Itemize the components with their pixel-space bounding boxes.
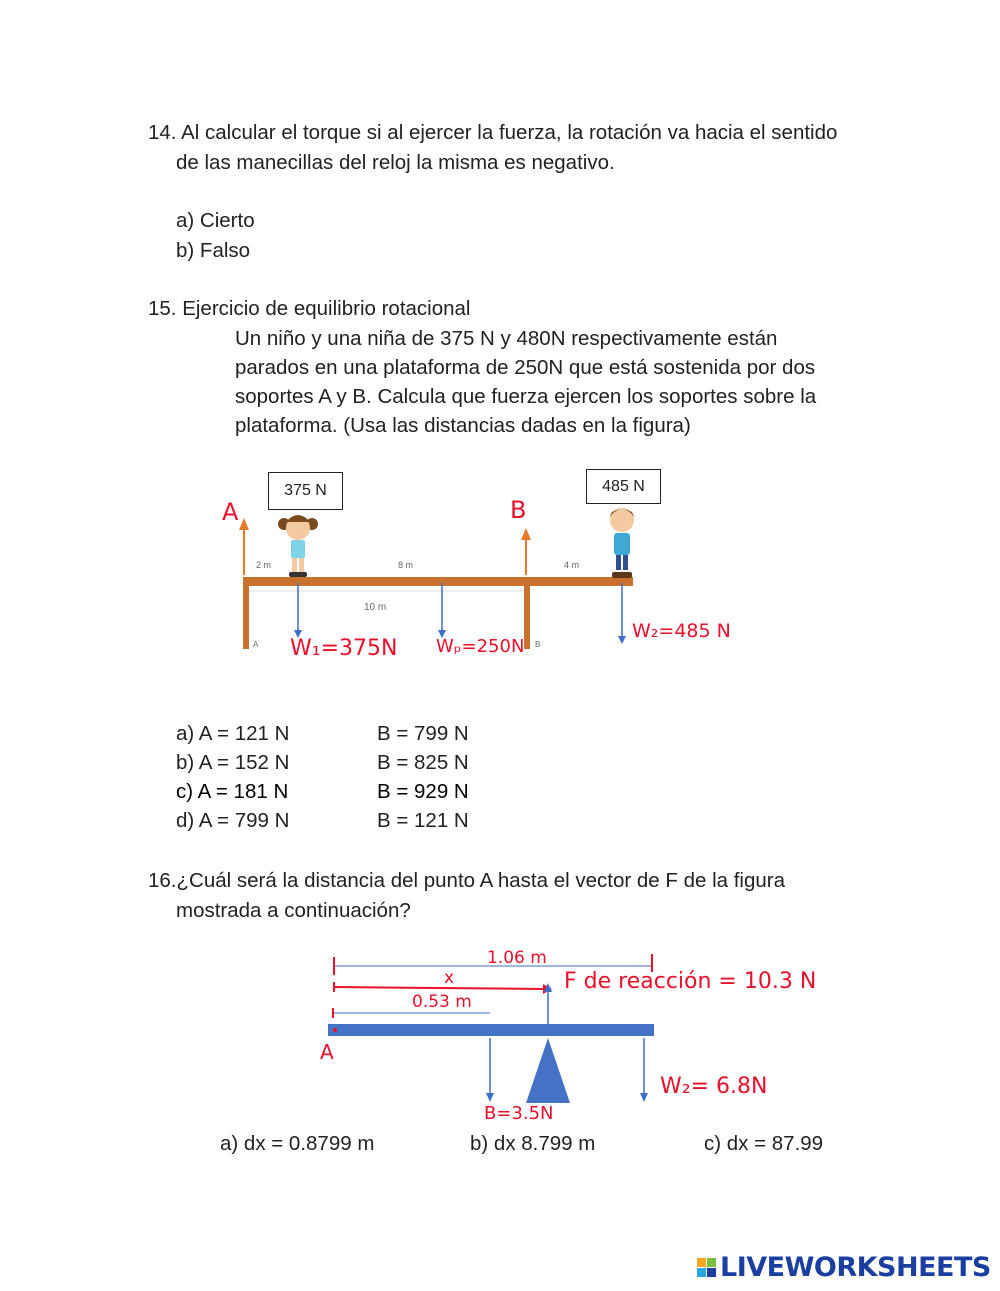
q16-text-line2: mostrada a continuación? [176, 899, 411, 922]
point-a-label: A [320, 1040, 334, 1064]
w2-weight-arrowhead [640, 1093, 648, 1102]
q16-option-b[interactable]: b) dx 8.799 m [470, 1132, 596, 1155]
w2-label: W₂=485 N [632, 620, 731, 642]
q16-text-line1: 16.¿Cuál será la distancia del punto A hasta el vector de F de la figura [148, 869, 786, 892]
q15-option-d[interactable]: d) A = 799 N [176, 809, 290, 832]
q15-option-a-b: B = 799 N [377, 722, 469, 745]
fulcrum-triangle [526, 1038, 570, 1103]
logo-mark-icon [697, 1258, 716, 1277]
x-label: x [444, 968, 455, 988]
dist-2m: 2 m [256, 560, 272, 570]
liveworksheets-logo[interactable] [697, 1252, 991, 1283]
q16-option-a[interactable]: a) dx = 0.8799 m [220, 1132, 375, 1155]
box-375n: 375 N [268, 472, 343, 510]
q15-title: 15. Ejercicio de equilibrio rotacional [148, 297, 471, 320]
x-dim-line [334, 987, 545, 989]
dist-4m: 4 m [564, 560, 580, 570]
small-label-a: A [253, 640, 259, 649]
q15-body-line4: plataforma. (Usa las distancias dadas en la figura) [235, 414, 691, 437]
box-485n: 485 N [586, 469, 661, 504]
q15-option-d-b: B = 121 N [377, 809, 469, 832]
q15-body-line3: soportes A y B. Calcula que fuerza ejercen los soportes sobre la [235, 385, 817, 408]
label-a-handwritten: A [222, 498, 239, 526]
q14-text-line2: de las manecillas del reloj la misma es negativo. [176, 151, 615, 174]
q15-option-b[interactable]: b) A = 152 N [176, 751, 290, 774]
q15-option-c[interactable]: c) A = 181 N [176, 780, 289, 803]
q14-option-b[interactable]: b) Falso [176, 239, 251, 262]
point-a-dot [333, 1028, 337, 1032]
label-b-handwritten: B [510, 496, 527, 524]
q15-option-b-b: B = 825 N [377, 751, 469, 774]
q15-option-c-b: B = 929 N [377, 780, 469, 803]
b-label-16: B=3.5N [484, 1103, 554, 1124]
half-dim-label: 0.53 m [412, 992, 472, 1012]
total-dim-label: 1.06 m [487, 948, 547, 968]
w1-label: W₁=375N [290, 636, 398, 661]
q15-body-line2: parados en una plataforma de 250N que está sostenida por dos [235, 356, 816, 379]
w2-label-16: W₂= 6.8N [660, 1074, 768, 1099]
q15-body-line1: Un niño y una niña de 375 N y 480N respectivamente están [235, 327, 778, 350]
b-weight-arrowhead [486, 1093, 494, 1102]
beam [328, 1024, 654, 1036]
q16-option-c[interactable]: c) dx = 87.99 [704, 1132, 824, 1155]
small-label-b: B [535, 640, 541, 649]
q15-option-a[interactable]: a) A = 121 N [176, 722, 290, 745]
dist-8m: 8 m [398, 560, 414, 570]
logo-text: LIVEWORKSHEETS [720, 1252, 991, 1283]
f-reaction-label: F de reacción = 10.3 N [564, 969, 817, 994]
wp-label: Wₚ=250N [436, 636, 525, 657]
dist-10m: 10 m [364, 602, 387, 613]
q14-text-line1: 14. Al calcular el torque si al ejercer la fuerza, la rotación va hacia el sentido [148, 121, 838, 144]
q14-option-a[interactable]: a) Cierto [176, 209, 255, 232]
